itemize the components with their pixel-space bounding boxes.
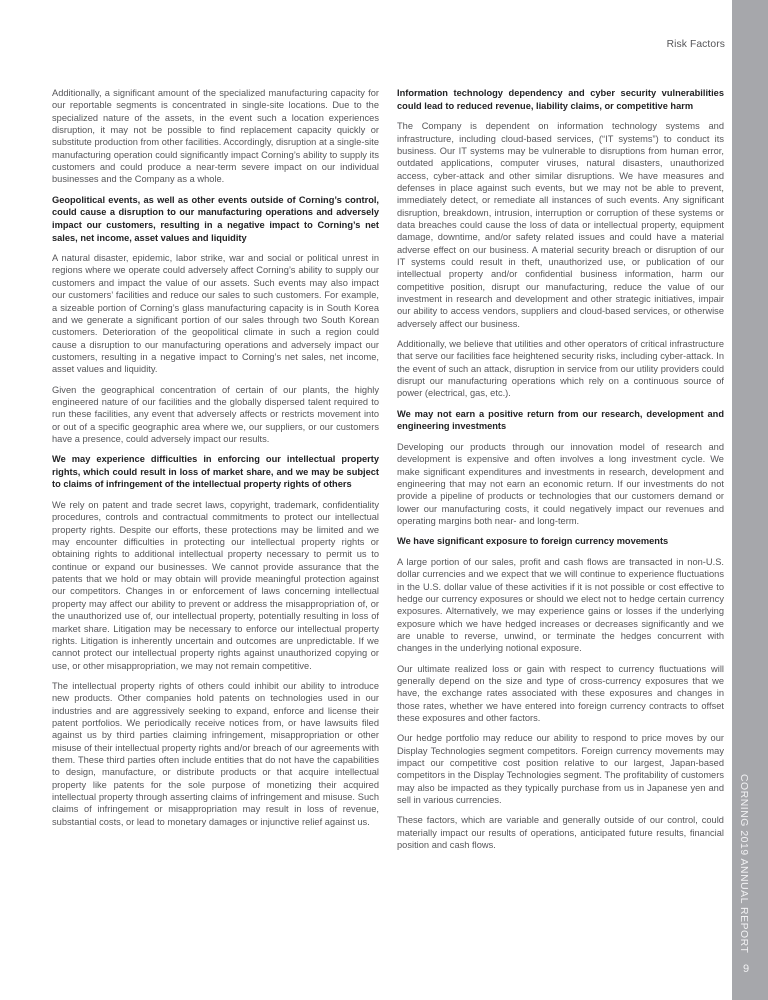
- risk-heading: Information technology dependency and cyber security vulnerabilities could lead to reduced revenue, liability claims, or competitive harm: [397, 88, 724, 111]
- risk-heading: We may experience difficulties in enforcing our intellectual property rights, which could result in loss of market share, and we may be subject to claims of infringement of the intellectual property rights of others: [52, 454, 379, 490]
- paragraph: We rely on patent and trade secret laws, copyright, trademark, confidentiality procedures, controls and contractual commitments to protect our intellectual property rights. Despite our efforts, these protections may be limited and we may encounter difficulties in protecting our intellectual property rights or obtaining rights to additional intellectual property necessary to permit us to continue or expand our businesses. We cannot provide assurance that the patents that we hold or may obtain will provide meaningful protection against our competitors. Changes in or enforcement of laws concerning intellectual property may affect our ability to prevent or address the misappropriation of, or the unauthorized use of, our intellectual property, potentially resulting in loss of market share. Litigation may be necessary to enforce our intellectual property rights. Litigation is inherently uncertain and outcomes are unpredictable. If we cannot protect our intellectual property rights against unauthorized copying or use, or other misappropriation, we may not remain competitive.: [52, 500, 379, 671]
- paragraph: These factors, which are variable and generally outside of our control, could materially impact our results of operations, anticipated future results, financial position and cash flows.: [397, 815, 724, 851]
- paragraph: Additionally, we believe that utilities and other operators of critical infrastructure that serve our facilities face heightened security risks, including cyber-attack. In the event of such an attack, disruption in service from our utility providers could disrupt our manufacturing operations which rely on a continuous source of power (electrical, gas, etc.).: [397, 339, 724, 399]
- risk-heading: Geopolitical events, as well as other events outside of Corning’s control, could cause a disruption to our manufacturing operations and adversely impact our customers, resulting in a negative impact to Corning’s net sales, net income, asset values and liquidity: [52, 194, 379, 243]
- paragraph: A large portion of our sales, profit and cash flows are transacted in non-U.S. dollar currencies and we expect that we will continue to experience fluctuations in the U.S. dollar value of these activities if it is not possible or cost effective to hedge our currency exposures or should we elect not to hedge certain currency exposures. Alternatively, we may experience gains or losses if the underlying exposure which we have hedged increases or decreases significantly and we are unable to reverse, unwind, or terminate the hedges concurrent with changes in the underlying notional exposure.: [397, 556, 724, 654]
- paragraph: The Company is dependent on information technology systems and infrastructure, including cloud-based services, (“IT systems”) to conduct its business. Our IT systems may be vulnerable to disruptions from human error, outdated applications, computer viruses, natural disasters, unauthorized access, cyber-attack and other similar disruptions. We have measures and defenses in place against such events, but we may not be able to prevent, immediately detect, or remediate all instances of such events. Any significant disruption, breakdown, intrusion, interruption or corruption of these systems or data breaches could cause the loss of data or intellectual property, equipment damage, downtime, and/or safety related issues and could have a material adverse effect on our business. A material security breach or disruption of our IT systems could result in theft, unauthorized use, or publication of our intellectual property and/or confidential business information, harm our competitive position, disrupt our manufacturing, reduce the value of our investment in research and development and other strategic initiatives, impair our ability to access vendors, suppliers and cloud-based services, or otherwise adversely affect our business.: [397, 121, 724, 329]
- right-column: [397, 87, 724, 860]
- paragraph: A natural disaster, epidemic, labor strike, war and social or political unrest in regions where we operate could adversely affect Corning’s ability to supply our customers and impact the value of our assets. Such events may also impact our customers’ facilities and reduce our sales to such customers. For example, a sizeable portion of Corning’s glass manufacturing capacity is in South Korea and we generate a significant portion of our sales through two South Korean customers. Deterioration of the geopolitical climate in such a region could cause a disruption to our manufacturing operations and adversely impact our customers, resulting in a negative impact to Corning’s net sales, net income, asset values and liquidity.: [52, 253, 379, 375]
- section-running-head: Risk Factors: [666, 39, 725, 50]
- paragraph: The intellectual property rights of others could inhibit our ability to introduce new products. Other companies hold patents on technologies used in our industries and are aggressively seeking to expand, enforce and license their patent portfolios. We periodically receive notices from, or have lawsuits filed against us by third parties claiming infringement, misappropriation or other misuse of their intellectual property rights and/or breach of our agreements with them. These third parties often include entities that do not have the capabilities to design, manufacture, or distribute products or that acquire intellectual property like patents for the sole purpose of monetizing their acquired intellectual property through asserting claims of infringement and misuse. Such claims of infringement or misappropriation may result in loss of revenue, substantial costs, or lead to monetary damages or injunctive relief against us.: [52, 680, 379, 827]
- paragraph: Given the geographical concentration of certain of our plants, the highly engineered nature of our facilities and the globally dispersed talent required to run these facilities, any event that adversely affects or restricts movement into or out of a specific geographic area where we, our suppliers, or our customers have a presence, could adversely impact our results.: [52, 384, 379, 444]
- report-title: CORNING 2019 ANNUAL REPORT: [738, 774, 749, 954]
- paragraph: Our ultimate realized loss or gain with respect to currency fluctuations will generally depend on the size and type of cross-currency exposures that we have, the exchange rates associated with these exposures and changes in those rates, whether we have entered into foreign currency contracts to offset these exposures and other factors.: [397, 663, 724, 724]
- paragraph: Additionally, a significant amount of the specialized manufacturing capacity for our reportable segments is concentrated in single-site locations. Due to the specialized nature of the assets, in the event such a location experiences disruption, it may not be possible to find replacement capacity quickly or substitute production from other facilities. Accordingly, disruption at a single-site manufacturing operation could significantly impact Corning’s ability to supply its customers and could produce a near-term severe impact on our individual businesses and the Company as a whole.: [52, 88, 380, 185]
- risk-heading: We may not earn a positive return from our research, development and engineering investments: [397, 408, 724, 432]
- left-column: [52, 87, 379, 836]
- paragraph: Our hedge portfolio may reduce our ability to respond to price moves by our Display Technologies segment competitors. Foreign currency movements may impact our competitive cost position relative to our largest, Japan-based competitors in the Display Technologies segment. The profitability of customers may also be impacted as they typically purchase from us in Japanese yen and sell in various currencies.: [397, 733, 724, 806]
- page-number: 9: [742, 963, 750, 975]
- paragraph: Developing our products through our innovation model of research and development is expensive and often involves a long investment cycle. We make significant expenditures and investments in research, development and engineering that may not earn an economic return. If our investments do not provide a pipeline of products or technologies that our customers demand or lower our manufacturing costs, it could negatively impact our revenues and operating margins both near- and long-term.: [397, 441, 724, 526]
- risk-heading: We have significant exposure to foreign currency movements: [397, 536, 669, 547]
